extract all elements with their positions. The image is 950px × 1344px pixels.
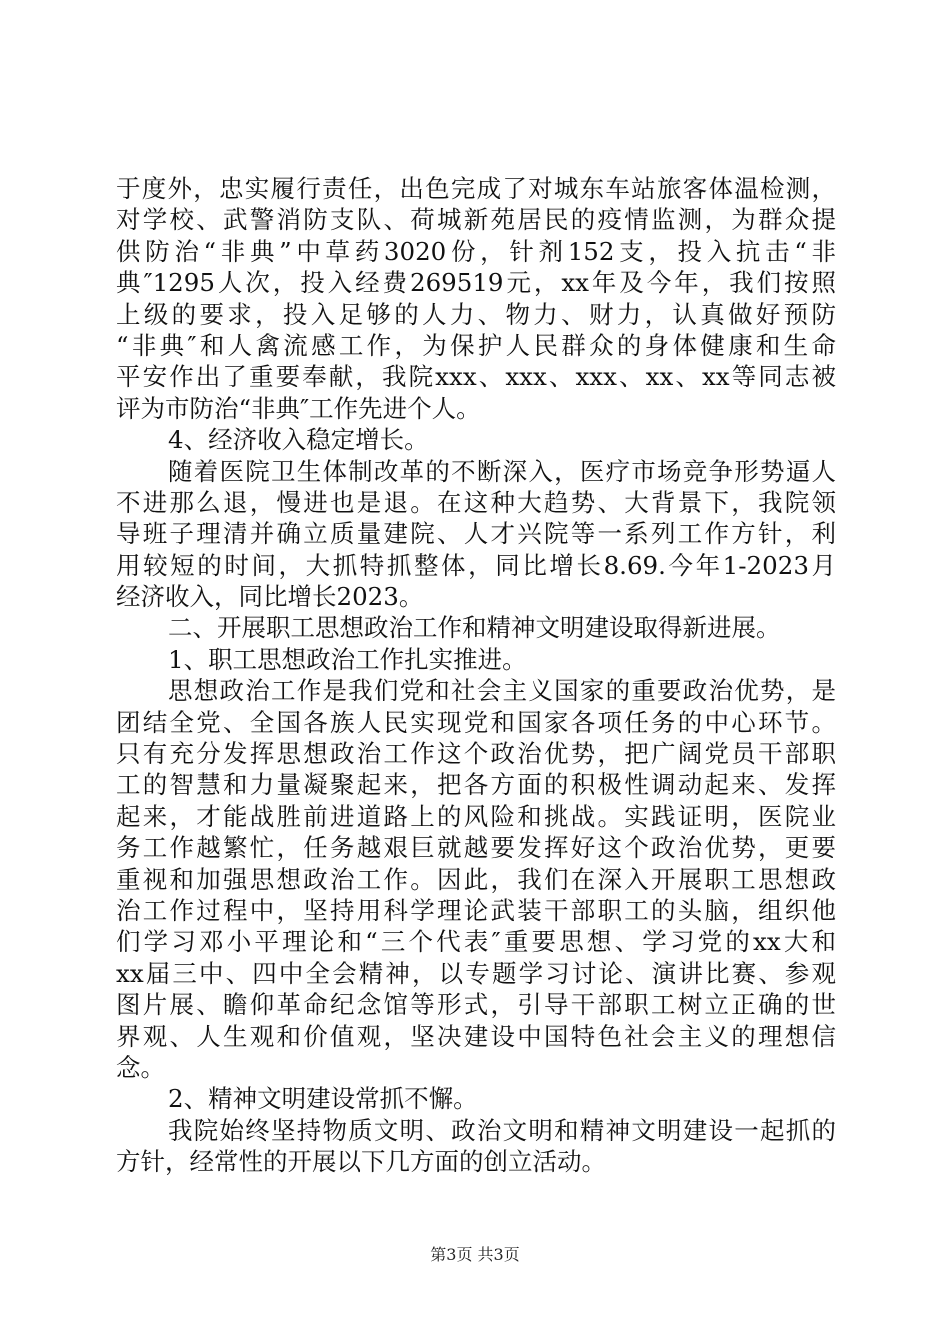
body-line: 不进那么退，慢进也是退。在这种大趋势、大背景下，我院领 — [116, 487, 836, 517]
section-heading: 1、职工思想政治工作扎实推进。 — [168, 644, 527, 674]
body-line: “非典″和人禽流感工作，为保护人民群众的身体健康和生命 — [116, 330, 836, 360]
body-line: 起来，才能战胜前进道路上的风险和挑战。实践证明，医院业 — [116, 801, 836, 831]
body-line: xx届三中、四中全会精神，以专题学习讨论、演讲比赛、参观 — [116, 958, 836, 988]
body-line: 只有充分发挥思想政治工作这个政治优势，把广阔党员干部职 — [116, 739, 836, 769]
body-line: 们学习邓小平理论和“三个代表″重要思想、学习党的xx大和 — [116, 927, 836, 957]
section-heading: 4、经济收入稳定增长。 — [168, 425, 429, 455]
body-line: 评为市防治“非典″工作先进个人。 — [116, 393, 481, 423]
body-line: 我院始终坚持物质文明、政治文明和精神文明建设一起抓的 — [168, 1115, 836, 1145]
body-line: 于度外，忠实履行责任，出色完成了对城东车站旅客体温检测， — [116, 174, 836, 203]
body-line: 界观、人生观和价值观，坚决建设中国特色社会主义的理想信 — [116, 1021, 836, 1051]
body-line: 对学校、武警消防支队、荷城新苑居民的疫情监测，为群众提 — [116, 205, 836, 235]
body-line: 思想政治工作是我们党和社会主义国家的重要政治优势，是 — [168, 676, 836, 706]
body-line: 念。 — [116, 1052, 165, 1082]
body-line: 治工作过程中，坚持用科学理论武装干部职工的头脑，组织他 — [116, 895, 836, 925]
body-line: 团结全党、全国各族人民实现党和国家各项任务的中心环节。 — [116, 707, 836, 737]
body-line: 随着医院卫生体制改革的不断深入，医疗市场竞争形势逼人 — [168, 456, 836, 486]
body-line: 平安作出了重要奉献，我院xxx、xxx、xxx、xx、xx等同志被 — [116, 362, 836, 392]
body-line: 经济收入，同比增长2023。 — [116, 582, 424, 612]
body-line: 重视和加强思想政治工作。因此，我们在深入开展职工思想政 — [116, 864, 836, 894]
document-body — [116, 173, 836, 1178]
section-heading: 2、精神文明建设常抓不懈。 — [168, 1084, 478, 1114]
body-line: 工的智慧和力量凝聚起来，把各方面的积极性调动起来、发挥 — [116, 770, 836, 800]
body-line: 务工作越繁忙，任务越艰巨就越要发挥好这个政治优势，更要 — [116, 833, 836, 863]
body-line: 图片展、瞻仰革命纪念馆等形式，引导干部职工树立正确的世 — [116, 990, 836, 1020]
section-heading: 二、开展职工思想政治工作和精神文明建设取得新进展。 — [168, 613, 781, 643]
body-line: 方针，经常性的开展以下几方面的创立活动。 — [116, 1147, 606, 1177]
body-line: 典″1295人次，投入经费269519元，xx年及今年，我们按照 — [116, 268, 836, 298]
body-line: 上级的要求，投入足够的人力、物力、财力，认真做好预防 — [116, 299, 836, 329]
body-line: 导班子理清并确立质量建院、人才兴院等一系列工作方针，利 — [116, 519, 836, 549]
page-footer: 第3页 共3页 — [430, 1245, 520, 1264]
body-line: 用较短的时间，大抓特抓整体，同比增长8.69.今年1-2023月 — [116, 550, 836, 580]
body-line: 供防治“非典”中草药3020份，针剂152支，投入抗击“非 — [116, 236, 836, 266]
